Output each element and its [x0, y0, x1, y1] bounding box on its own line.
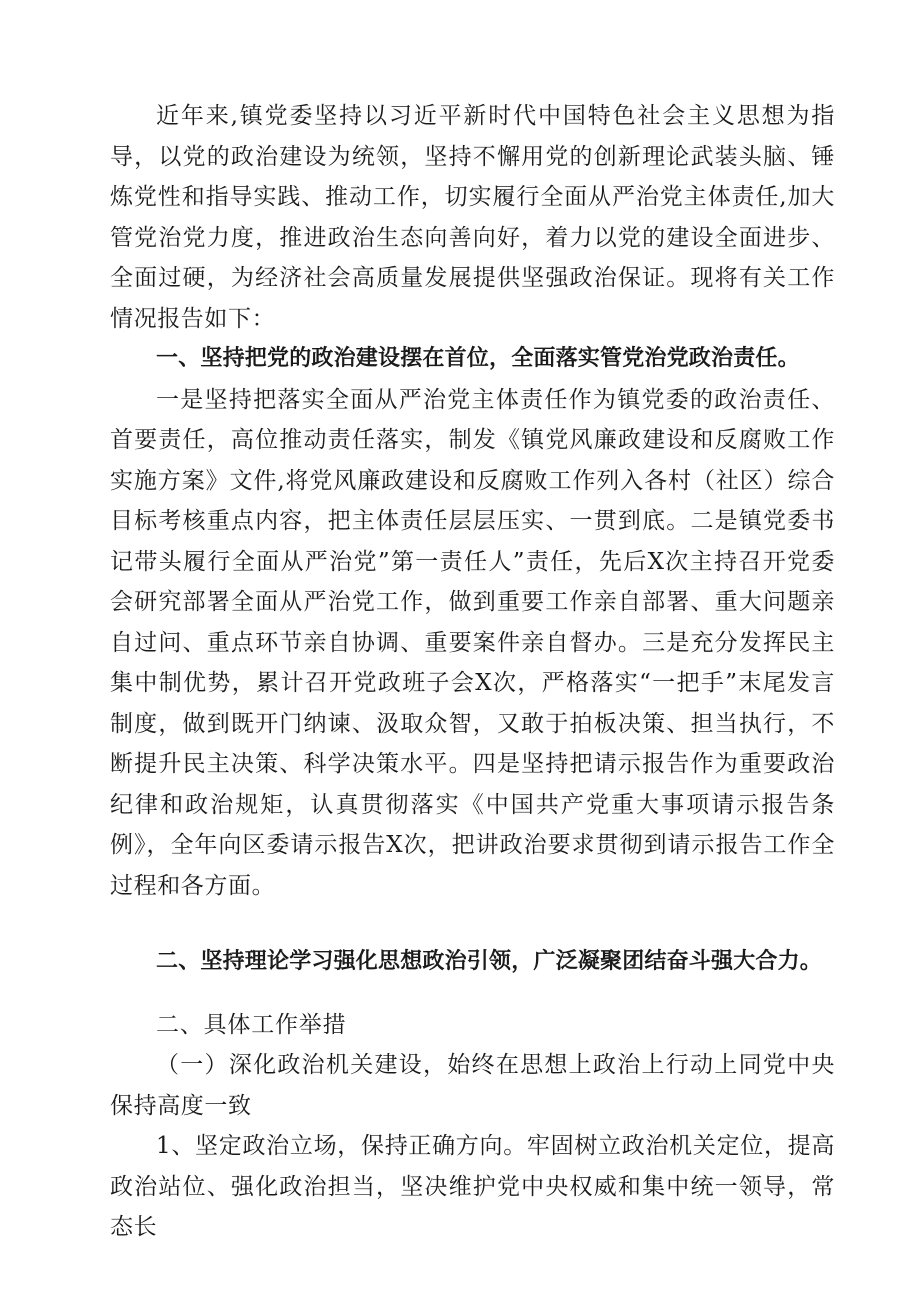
- section-heading: 二、具体工作举措: [156, 1011, 347, 1038]
- item-1-paragraph: 1、坚定政治立场，保持正确方向。牢固树立政治机关定位，提高政治站位、强化政治担当，坚决维护党中央权威和集中统一领导，常态长: [110, 1133, 835, 1240]
- subsection-heading-1: （一）深化政治机关建设，始终在思想上政治上行动上同党中央保持高度一致: [110, 1052, 835, 1119]
- document-body: [110, 96, 835, 1248]
- heading-1: 一、坚持把党的政治建设摆在首位，全面落实管党治党政治责任。: [156, 346, 800, 371]
- heading-2: 二、坚持理论学习强化思想政治引领，广泛凝聚团结奋斗强大合力。: [156, 949, 823, 974]
- intro-paragraph: 近年来,镇党委坚持以习近平新时代中国特色社会主义思想为指导，以党的政治建设为统领，坚持不懈用党的创新理论武装头脑、锤炼党性和指导实践、推动工作，切实履行全面从严治党主体责任,加大管党治党力度，推进政治生态向善向好，着力以党的建设全面进步、全面过硬，为经济社会高质量发展提供坚强政治保证。现将有关工作情况报告如下：: [110, 103, 835, 332]
- paragraph-1: 一是坚持把落实全面从严治党主体责任作为镇党委的政治责任、首要责任，高位推动责任落实，制发《镇党风廉政建设和反腐败工作实施方案》文件,将党风廉政建设和反腐败工作列入各村（社区）综合目标考核重点内容，把主体责任层层压实、一贯到底。二是镇党委书记带头履行全面从严治党”第一责任人”责任，先后X次主持召开党委会研究部署全面从严治党工作，做到重要工作亲自部署、重大问题亲自过问、重点环节亲自协调、重要案件亲自督办。三是充分发挥民主集中制优势，累计召开党政班子会X次，严格落实“一把手”末尾发言制度，做到既开门纳谏、汲取众智，又敢于拍板决策、担当执行，不断提升民主决策、科学决策水平。四是坚持把请示报告作为重要政治纪律和政治规矩，认真贯彻落实《中国共产党重大事项请示报告条例》，全年向区委请示报告X次，把讲政治要求贯彻到请示报告工作全过程和各方面。: [110, 386, 835, 899]
